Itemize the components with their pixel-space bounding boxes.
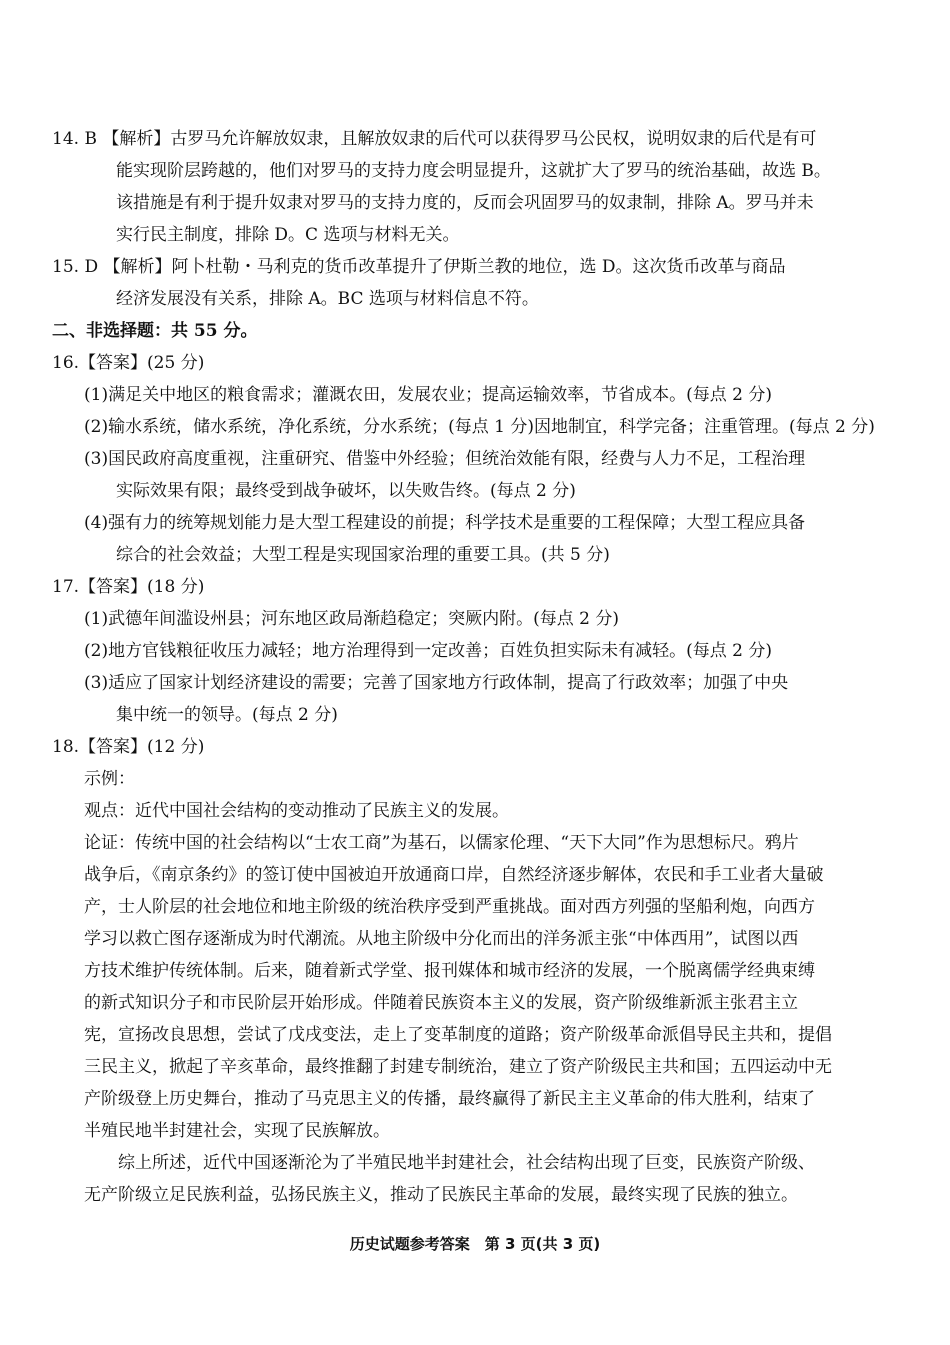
q18-argument-line: 产阶级登上历史舞台，推动了马克思主义的传播，最终赢得了新民主主义革命的伟大胜利，结束了: [84, 1089, 815, 1109]
q18-viewpoint: 观点：近代中国社会结构的变动推动了民族主义的发展。: [84, 801, 509, 821]
q17-answer-2: (2)地方官钱粮征收压力减轻；地方治理得到一定改善；百姓负担实际未有减轻。(每点 2 分): [84, 641, 772, 661]
q16-answer-4-line-1: (4)强有力的统筹规划能力是大型工程建设的前提；科学技术是重要的工程保障；大型工程应具备: [84, 513, 806, 533]
q14-line-1: 14. B 【解析】古罗马允许解放奴隶，且解放奴隶的后代可以获得罗马公民权，说明奴隶的后代是有可: [52, 129, 817, 149]
q18-argument-line: 的新式知识分子和市民阶层开始形成。伴随着民族资本主义的发展，资产阶级维新派主张君主立: [84, 993, 798, 1013]
q16-answer-3-line-1: (3)国民政府高度重视，注重研究、借鉴中外经验；但统治效能有限，经费与人力不足，工程治理: [84, 449, 806, 469]
q14-line-3: 该措施是有利于提升奴隶对罗马的支持力度的，反而会巩固罗马的奴隶制，排除 A。罗马并未: [116, 193, 814, 213]
q18-heading: 18.【答案】(12 分): [52, 737, 205, 757]
q18-argument-line: 半殖民地半封建社会，实现了民族解放。: [84, 1121, 390, 1141]
q16-answer-4-line-2: 综合的社会效益；大型工程是实现国家治理的重要工具。(共 5 分): [116, 545, 610, 565]
q17-answer-3-line-1: (3)适应了国家计划经济建设的需要；完善了国家地方行政体制，提高了行政效率；加强了中央: [84, 673, 789, 693]
q18-argument-line: 产，士人阶层的社会地位和地主阶级的统治秩序受到严重挑战。面对西方列强的坚船利炮，向西方: [84, 897, 815, 917]
q15-line-2: 经济发展没有关系，排除 A。BC 选项与材料信息不符。: [116, 289, 539, 309]
q18-argument-line: 三民主义，掀起了辛亥革命，最终推翻了封建专制统治，建立了资产阶级民主共和国；五四运动中无: [84, 1057, 832, 1077]
q18-example-label: 示例：: [84, 769, 135, 789]
q18-conclusion-line: 无产阶级立足民族利益，弘扬民族主义，推动了民族民主革命的发展，最终实现了民族的独立。: [84, 1185, 798, 1205]
section-heading: 二、非选择题：共 55 分。: [52, 321, 258, 341]
q16-heading: 16.【答案】(25 分): [52, 353, 205, 373]
q17-answer-3-line-2: 集中统一的领导。(每点 2 分): [116, 705, 338, 725]
q16-answer-1: (1)满足关中地区的粮食需求；灌溉农田，发展农业；提高运输效率，节省成本。(每点 2 分): [84, 385, 772, 405]
q15-line-1: 15. D 【解析】阿卜杜勒・马利克的货币改革提升了伊斯兰教的地位，选 D。这次货币改革与商品: [52, 257, 786, 277]
q18-argument-line: 论证：传统中国的社会结构以“士农工商”为基石，以儒家伦理、“天下大同”作为思想标尺。鸦片: [84, 833, 799, 853]
q14-line-2: 能实现阶层跨越的，他们对罗马的支持力度会明显提升，这就扩大了罗马的统治基础，故选 B。: [116, 161, 831, 181]
q16-answer-2: (2)输水系统，储水系统，净化系统，分水系统；(每点 1 分)因地制宜，科学完备；注重管理。(每点 2 分): [84, 417, 875, 437]
q16-answer-3-line-2: 实际效果有限；最终受到战争破坏，以失败告终。(每点 2 分): [116, 481, 576, 501]
q18-argument-line: 宪，宣扬改良思想，尝试了戊戌变法，走上了变革制度的道路；资产阶级革命派倡导民主共和，提倡: [84, 1025, 832, 1045]
q14-line-4: 实行民主制度，排除 D。C 选项与材料无关。: [116, 225, 460, 245]
q18-conclusion-line: 综上所述，近代中国逐渐沦为了半殖民地半封建社会，社会结构出现了巨变，民族资产阶级、: [118, 1153, 815, 1173]
q18-argument-line: 战争后，《南京条约》的签订使中国被迫开放通商口岸，自然经济逐步解体，农民和手工业者大量破: [84, 865, 824, 885]
q18-argument-line: 学习以救亡图存逐渐成为时代潮流。从地主阶级中分化而出的洋务派主张“中体西用”，试图以西: [84, 929, 799, 949]
page-footer: 历史试题参考答案 第 3 页(共 3 页): [349, 1235, 601, 1253]
q17-answer-1: (1)武德年间滥设州县；河东地区政局渐趋稳定；突厥内附。(每点 2 分): [84, 609, 619, 629]
q17-heading: 17.【答案】(18 分): [52, 577, 205, 597]
q18-argument-line: 方技术维护传统体制。后来，随着新式学堂、报刊媒体和城市经济的发展，一个脱离儒学经典束缚: [84, 961, 815, 981]
